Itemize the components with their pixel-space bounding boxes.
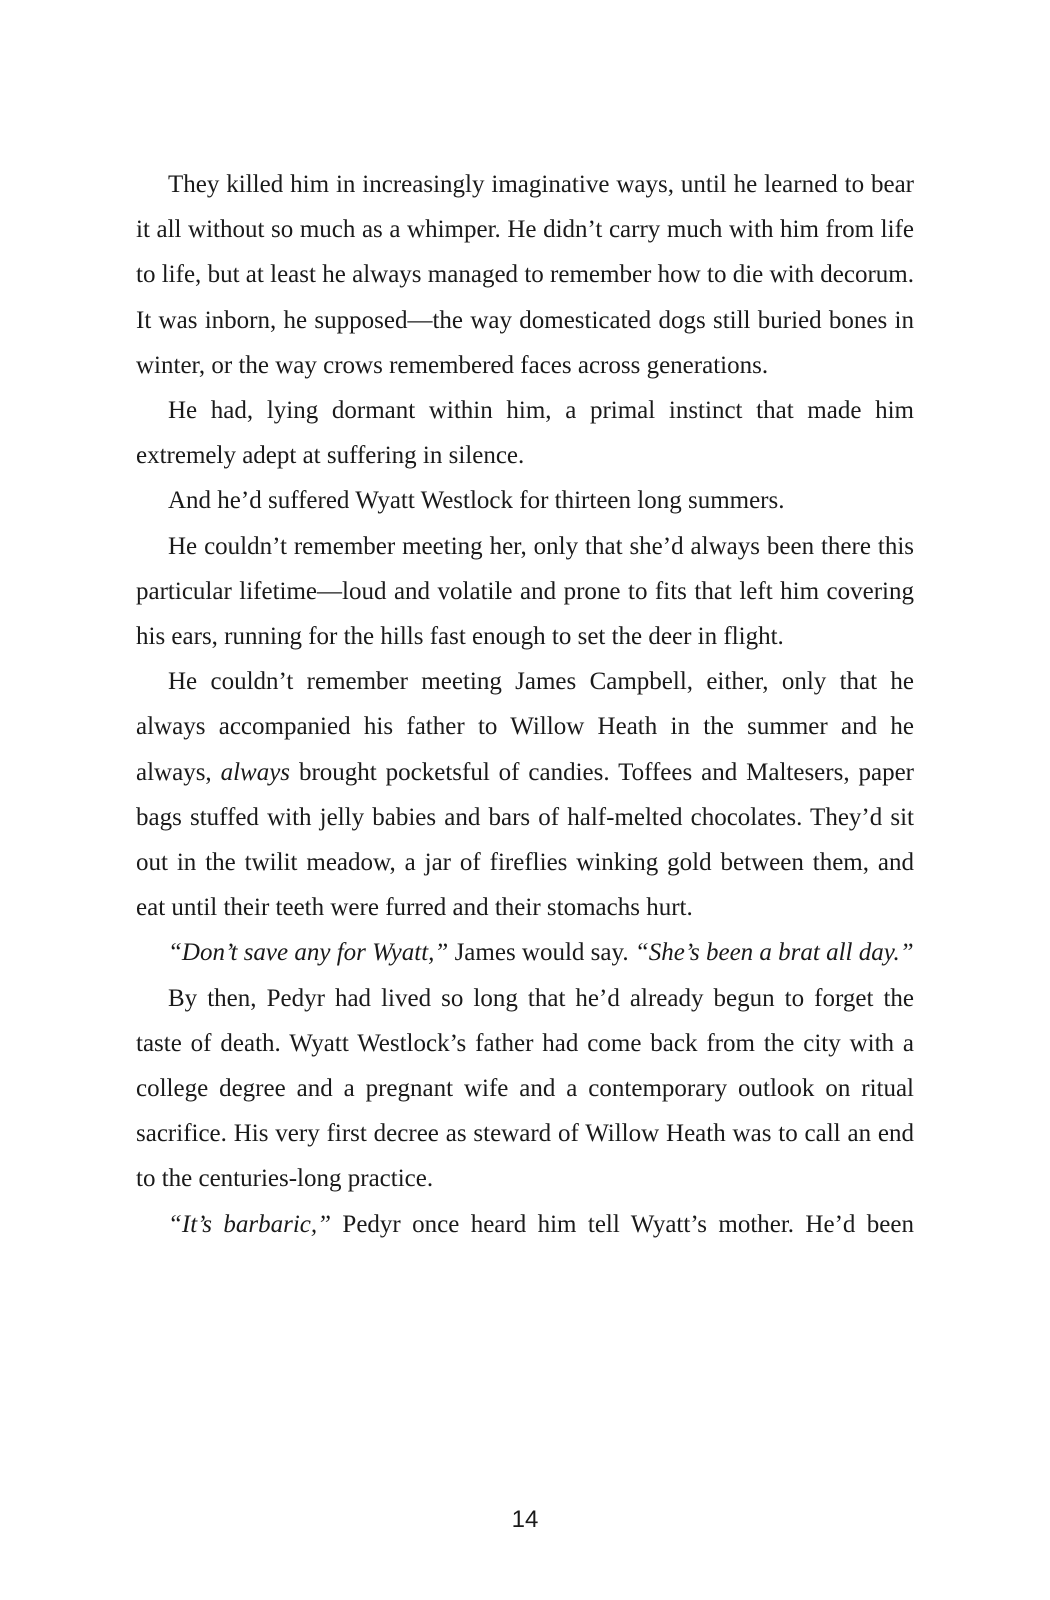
page-number: 14 [511, 1506, 539, 1533]
dialogue-text: “She’s been a brat all day.” [634, 939, 914, 967]
paragraph-text: James would say. [448, 939, 635, 967]
paragraph-text: By then, Pedyr had lived so long that he’d already begun to forget the taste of death. Wyatt Westlock’s father had come back from the city with a college degree and a pregnant wife and a contemporary outlook on ritual sacrifice. His very first decree as steward of Willow Heath was to call an end to the centuries-long practice. [136, 984, 914, 1193]
paragraph-1 [136, 162, 914, 388]
body-text [136, 162, 914, 1247]
paragraph-text: He couldn’t remember meeting her, only that she’d always been there this particular lifetime—loud and volatile and prone to fits that left him covering his ears, running for the hills fast enough to set the deer in flight. [136, 532, 914, 651]
paragraph-text: And he’d suffered Wyatt Westlock for thirteen long summers. [168, 487, 785, 515]
paragraph-text: He couldn’t remember meeting James Campbell, either, only that he always accompanied his father to Willow Heath in the summer and he always, [136, 668, 914, 786]
paragraph-text: They killed him in increasingly imaginative ways, until he learned to bear it all without so much as a whimper. He didn’t carry much with him from life to life, but at least he always managed to remember how to die with decorum. It was inborn, he supposed—the way domesticated dogs still buried bones in winter, or the way crows remembered faces across generations. [136, 171, 914, 379]
emphasis-text: always [220, 758, 291, 786]
dialogue-text: “Don’t save any for Wyatt,” [168, 939, 449, 967]
paragraph-7 [136, 976, 914, 1202]
paragraph-text: He had, lying dormant within him, a primal instinct that made him extremely adept at suffering in silence. [136, 397, 914, 470]
paragraph-6-dialogue [136, 930, 914, 975]
paragraph-8 [136, 1202, 914, 1247]
paragraph-2 [136, 388, 914, 478]
paragraph-5 [136, 659, 914, 930]
paragraph-text: Pedyr once heard him tell Wyatt’s mother. He’d been [331, 1210, 914, 1238]
paragraph-4 [136, 524, 914, 660]
paragraph-text: brought pocketsful of candies. Toffees and Maltesers, paper bags stuffed with jelly babies and bars of half-melted chocolates. They’d sit out in the twilit meadow, a jar of fireflies winking gold between them, and eat until their teeth were furred and their stomachs hurt. [136, 758, 915, 922]
paragraph-3 [136, 478, 914, 523]
dialogue-text: “It’s barbaric,” [168, 1210, 332, 1238]
